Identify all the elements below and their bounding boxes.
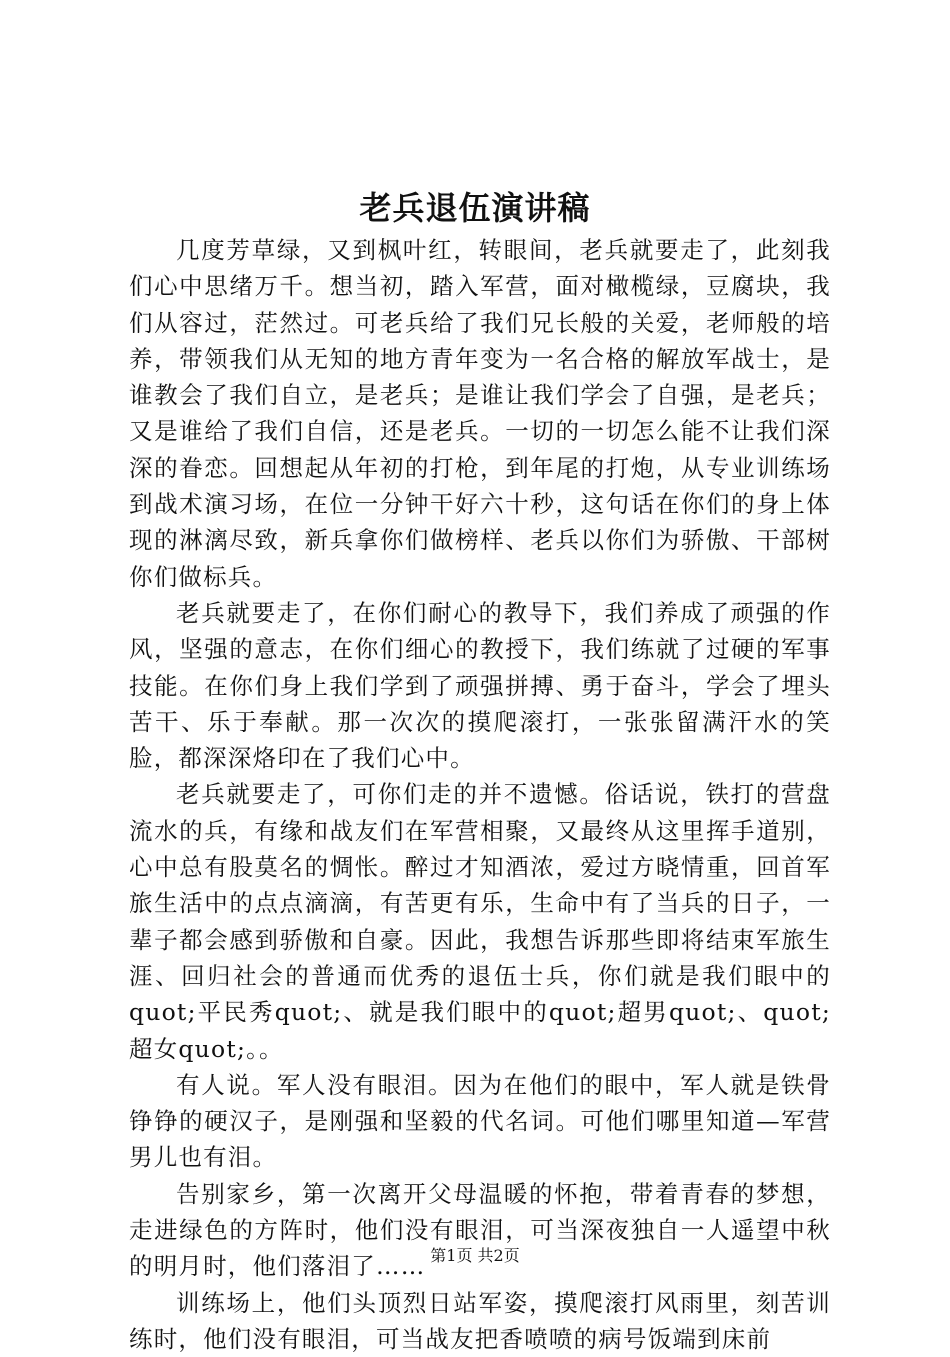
paragraph: 老兵就要走了，在你们耐心的教导下，我们养成了顽强的作风，坚强的意志，在你们细心的教授下，我们练就了过硬的军事技能。在你们身上我们学到了顽强拼搏、勇于奋斗，学会了埋头苦干、乐于奉献。那一次次的摸爬滚打，一张张留满汗水的笑脸，都深深烙印在了我们心中。 bbox=[129, 598, 831, 773]
paragraph: 有人说。军人没有眼泪。因为在他们的眼中，军人就是铁骨铮铮的硬汉子，是刚强和坚毅的代名词。可他们哪里知道—军营男儿也有泪。 bbox=[129, 1070, 831, 1172]
paragraph: 老兵就要走了，可你们走的并不遗憾。俗话说，铁打的营盘流水的兵，有缘和战友们在军营相聚，又最终从这里挥手道别，心中总有股莫名的惆怅。醉过才知酒浓，爱过方晓情重，回首军旅生活中的点点滴滴，有苦更有乐，生命中有了当兵的日子，一辈子都会感到骄傲和自豪。因此，我想告诉那些即将结束军旅生涯、回归社会的普通而优秀的退伍士兵，你们就是我们眼中的quot;平民秀quot;、就是我们眼中的quot;超男quot;、quot;超女quot;。。 bbox=[129, 780, 831, 1063]
document-title: 老兵退伍演讲稿 bbox=[359, 189, 591, 227]
paragraph: 告别家乡，第一次离开父母温暖的怀抱，带着青春的梦想，走进绿色的方阵时，他们没有眼泪，可当深夜独自一人遥望中秋的明月时，他们落泪了…… bbox=[129, 1179, 831, 1281]
document-body bbox=[129, 232, 831, 1357]
page-footer: 第1页 共2页 bbox=[430, 1246, 520, 1265]
paragraph: 训练场上，他们头顶烈日站军姿，摸爬滚打风雨里，刻苦训练时，他们没有眼泪，可当战友把香喷喷的病号饭端到床前 bbox=[129, 1288, 831, 1353]
paragraph: 几度芳草绿，又到枫叶红，转眼间，老兵就要走了，此刻我们心中思绪万千。想当初，踏入军营，面对橄榄绿，豆腐块，我们从容过，茫然过。可老兵给了我们兄长般的关爱，老师般的培养，带领我们从无知的地方青年变为一名合格的解放军战士，是谁教会了我们自立，是老兵；是谁让我们学会了自强，是老兵；又是谁给了我们自信，还是老兵。一切的一切怎么能不让我们深深的眷恋。回想起从年初的打枪，到年尾的打炮，从专业训练场到战术演习场，在位一分钟干好六十秒，这句话在你们的身上体现的淋漓尽致，新兵拿你们做榜样、老兵以你们为骄傲、干部树你们做标兵。 bbox=[129, 236, 831, 591]
